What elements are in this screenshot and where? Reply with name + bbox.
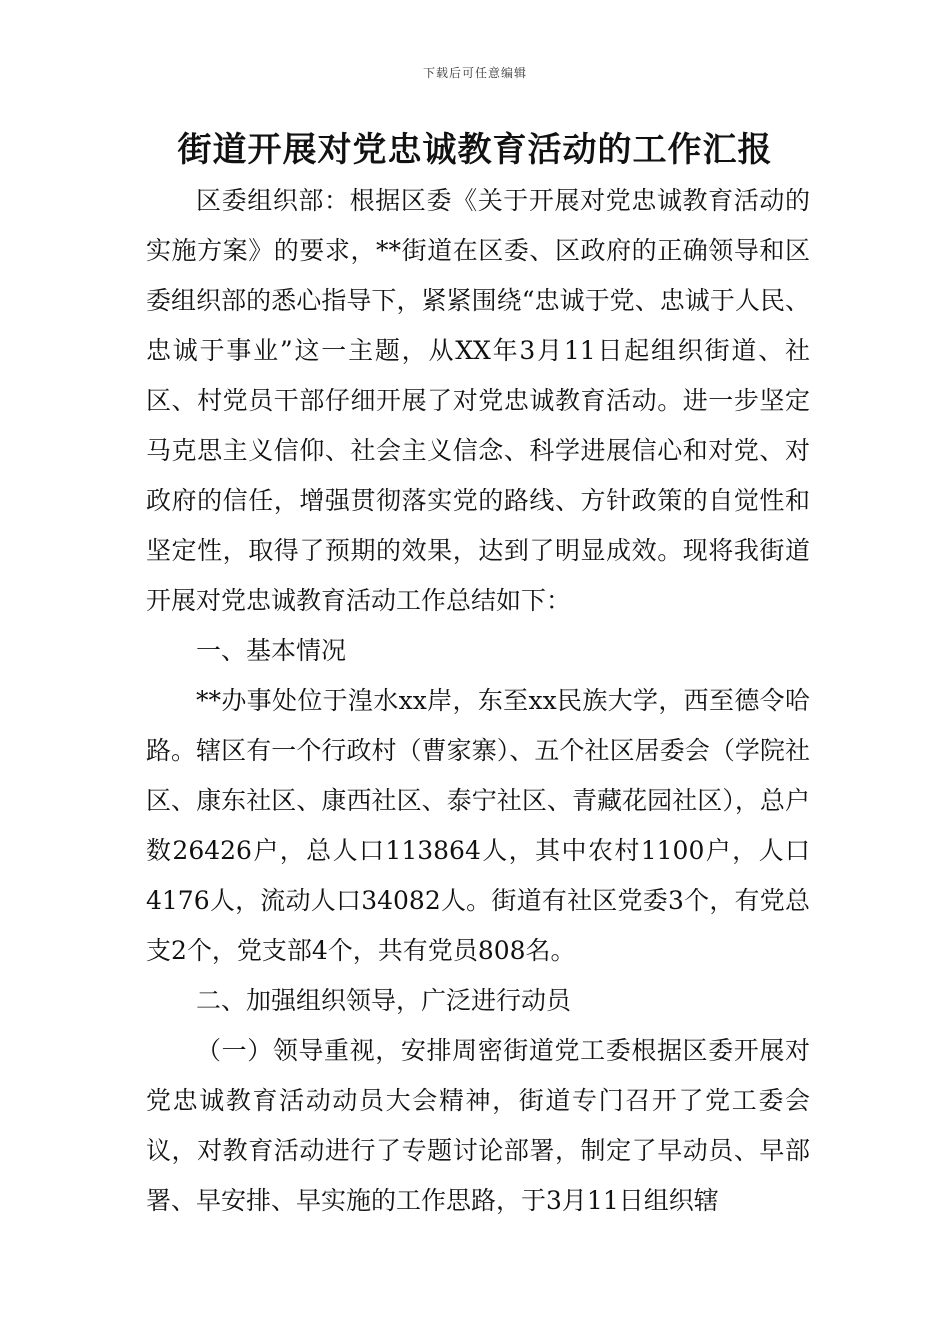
paragraph-leadership: （一）领导重视，安排周密街道党工委根据区委开展对党忠诚教育活动动员大会精神，街道专门召开了党工委会议，对教育活动进行了专题讨论部署，制定了早动员、早部署、早安排、早实施的工作思路，于3月11日组织辖 xyxy=(146,1036,810,1215)
section-heading-organization: 二、加强组织领导，广泛进行动员 xyxy=(196,986,572,1015)
header-note: 下载后可任意编辑 xyxy=(422,66,527,80)
document-title: 街道开展对党忠诚教育活动的工作汇报 xyxy=(177,130,773,170)
paragraph-basic-situation: **办事处位于湟水xx岸，东至xx民族大学，西至德令哈路。辖区有一个行政村（曹家寨）、五个社区居委会（学院社区、康东社区、康西社区、泰宁社区、青藏花园社区），总户数26426户，总人口113864人，其中农村1100户，人口4176人，流动人口34082人。街道有社区党委3个，有党总支2个，党支部4个，共有党员808名。 xyxy=(146,686,810,965)
section-heading-basic-situation: 一、基本情况 xyxy=(196,636,347,665)
paragraph-intro: 区委组织部：根据区委《关于开展对党忠诚教育活动的实施方案》的要求，**街道在区委、区政府的正确领导和区委组织部的悉心指导下，紧紧围绕“忠诚于党、忠诚于人民、忠诚于事业”这一主题，从XX年3月11日起组织街道、社区、村党员干部仔细开展了对党忠诚教育活动。进一步坚定马克思主义信仰、社会主义信念、科学进展信心和对党、对政府的信任，增强贯彻落实党的路线、方针政策的自觉性和坚定性，取得了预期的效果，达到了明显成效。现将我街道开展对党忠诚教育活动工作总结如下： xyxy=(146,186,810,615)
document-body xyxy=(146,176,810,1226)
